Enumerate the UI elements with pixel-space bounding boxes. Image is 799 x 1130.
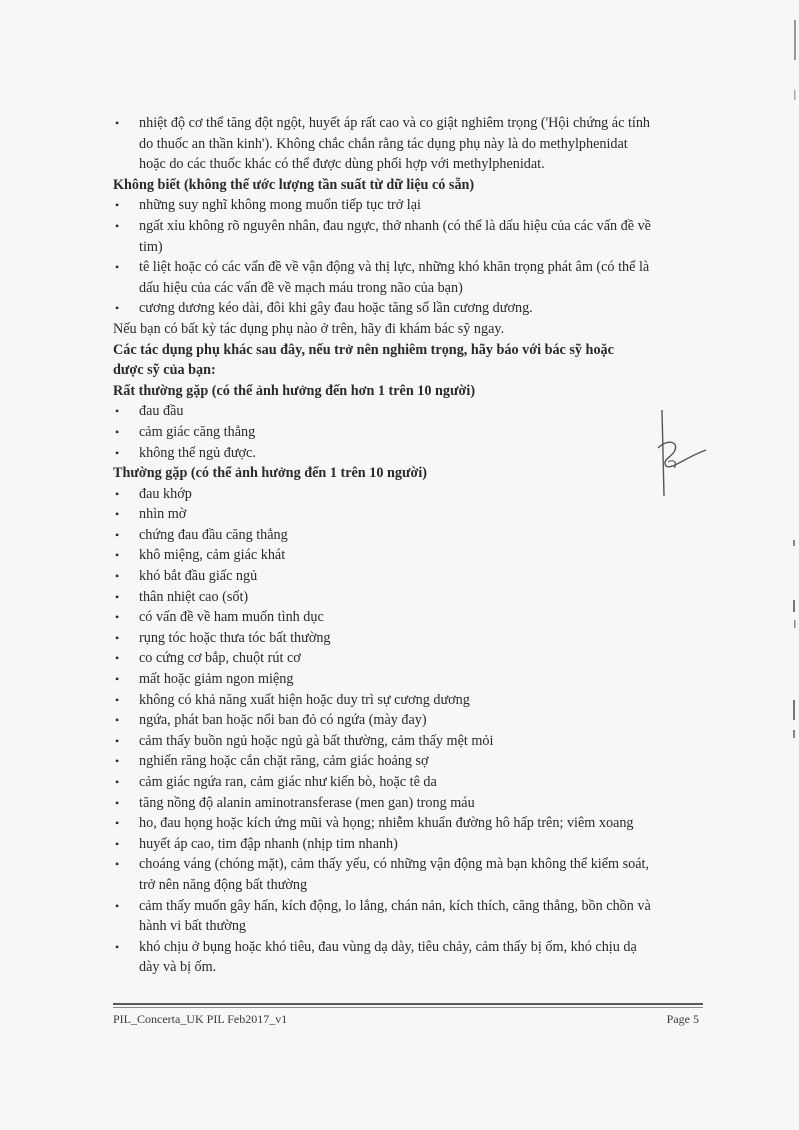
other-effects-heading [113, 340, 703, 381]
list-item [113, 628, 703, 649]
list-item-line: cương dương kéo dài, đôi khi gây đau hoặc tăng số lần cương dương. [139, 300, 533, 317]
list-item-line: dày và bị ốm. [139, 959, 217, 976]
bullet-icon: • [115, 898, 120, 913]
list-item-line: huyết áp cao, tim đập nhanh (nhịp tim nhanh) [139, 835, 398, 852]
list-item-line: đau đầu [139, 403, 184, 420]
list-item [113, 669, 703, 690]
bullet-icon: • [115, 569, 120, 584]
list-item [113, 195, 703, 216]
unknown-frequency-heading: Không biết (không thể ước lượng tần suất từ dữ liệu có sẵn) [113, 176, 475, 193]
list-item [113, 504, 703, 525]
list-item [113, 854, 703, 895]
list-item [113, 793, 703, 814]
list-item [113, 834, 703, 855]
bullet-icon: • [115, 857, 120, 872]
list-item [113, 813, 703, 834]
bullet-icon: • [115, 507, 120, 522]
footer-page-number: Page 5 [666, 1012, 699, 1026]
bullet-icon: • [115, 651, 120, 666]
list-item [113, 937, 703, 978]
list-item-line: cảm giác ngứa ran, cảm giác như kiến bò, hoặc tê da [139, 774, 437, 790]
list-item-line: tim) [139, 238, 163, 255]
list-item [113, 896, 703, 937]
list-item [113, 113, 703, 175]
list-item [113, 731, 703, 752]
bullet-icon: • [115, 754, 120, 769]
list-item [113, 690, 703, 711]
bullet-icon: • [115, 795, 120, 810]
bullet-icon: • [115, 939, 120, 954]
list-item-line: cảm giác căng thẳng [139, 423, 256, 440]
bullet-icon: • [115, 610, 120, 625]
list-item [113, 587, 703, 608]
bullet-icon: • [115, 260, 120, 275]
bullet-icon: • [115, 630, 120, 645]
list-item-line: chứng đau đầu căng thẳng [139, 526, 288, 543]
bullet-icon: • [115, 301, 120, 316]
list-item [113, 545, 703, 566]
heading-line: dược sỹ của bạn: [113, 362, 216, 379]
list-item-line: nhiệt độ cơ thể tăng đột ngột, huyết áp rất cao và co giật nghiêm trọng ('Hội chứng ác tính [139, 115, 651, 131]
page-content [113, 113, 703, 978]
bullet-icon: • [115, 672, 120, 687]
list-item [113, 298, 703, 319]
list-item-line: những suy nghĩ không mong muốn tiếp tục trở lại [139, 197, 421, 214]
list-item-line: rụng tóc hoặc thưa tóc bất thường [139, 629, 331, 646]
unknown-frequency-list [113, 195, 703, 319]
common-heading: Thường gặp (có thể ảnh hưởng đến 1 trên 10 người) [113, 465, 427, 482]
bullet-icon: • [115, 198, 120, 213]
list-item-line: nhìn mờ [139, 506, 187, 523]
list-item-line: khô miệng, cảm giác khát [139, 547, 286, 564]
list-item [113, 751, 703, 772]
list-item [113, 257, 703, 298]
scan-edge-marks [769, 0, 799, 1130]
list-item-line: cảm thấy muốn gây hấn, kích động, lo lắng, chán nản, kích thích, căng thẳng, bồn chồn và [139, 897, 651, 914]
bullet-icon: • [115, 486, 120, 501]
list-item-line: mất hoặc giảm ngon miệng [139, 671, 294, 688]
very-common-heading: Rất thường gặp (có thể ảnh hưởng đến hơn 1 trên 10 người) [113, 382, 476, 399]
list-item [113, 443, 703, 464]
list-item-line: choáng váng (chóng mặt), cảm thấy yếu, có những vận động mà bạn không thể kiểm soát, [139, 856, 650, 873]
bullet-icon: • [115, 713, 120, 728]
bullet-icon: • [115, 589, 120, 604]
bullet-icon: • [115, 775, 120, 789]
very-common-list [113, 401, 703, 463]
intro-bullet-list [113, 113, 703, 175]
bullet-icon: • [115, 692, 120, 707]
list-item [113, 607, 703, 628]
list-item-line: ho, đau họng hoặc kích ứng mũi và họng; nhiễm khuẩn đường hô hấp trên; viêm xoang [139, 815, 634, 832]
bullet-icon: • [115, 527, 120, 542]
list-item-line: nghiến răng hoặc cắn chặt răng, cảm giác hoảng sợ [139, 753, 429, 770]
list-item-line: khó bắt đầu giấc ngủ [139, 568, 258, 585]
see-doctor-note: Nếu bạn có bất kỳ tác dụng phụ nào ở trên, hãy đi khám bác sỹ ngay. [113, 320, 505, 337]
list-item-line: đau khớp [139, 485, 192, 502]
list-item-line: hoặc do các thuốc khác có thể được dùng phối hợp với methylphenidat. [139, 156, 545, 173]
list-item [113, 422, 703, 443]
list-item-line: co cứng cơ bắp, chuột rút cơ [139, 650, 301, 667]
bullet-icon: • [115, 836, 120, 851]
bullet-icon: • [115, 218, 120, 233]
bullet-icon: • [115, 733, 120, 748]
list-item-line: không có khả năng xuất hiện hoặc duy trì sự cương dương [139, 691, 470, 708]
list-item-line: ngứa, phát ban hoặc nổi ban đỏ có ngứa (mày đay) [139, 712, 427, 729]
bullet-icon: • [115, 424, 120, 439]
list-item-line: tăng nồng độ alanin aminotransferase (men gan) trong máu [139, 794, 475, 811]
list-item-line: không thể ngủ được. [139, 444, 256, 461]
list-item-line: dấu hiệu của các vấn đề về mạch máu trong não của bạn) [139, 279, 463, 296]
list-item-line: khó chịu ở bụng hoặc khó tiêu, đau vùng dạ dày, tiêu chảy, cảm thấy bị ốm, khó chịu dạ [139, 938, 637, 955]
common-list [113, 484, 703, 978]
bullet-icon: • [115, 404, 120, 419]
list-item-line: có vấn đề về ham muốn tình dục [139, 609, 324, 626]
bullet-icon: • [115, 816, 120, 831]
list-item-line: cảm thấy buồn ngủ hoặc ngủ gà bất thường, cảm thấy mệt mỏi [139, 732, 494, 749]
list-item [113, 710, 703, 731]
footer-rule [113, 1003, 703, 1005]
list-item-line: ngất xỉu không rõ nguyên nhân, đau ngực, thở nhanh (có thể là dấu hiệu của các vấn đề về [139, 217, 651, 234]
list-item [113, 216, 703, 257]
footer-document-id: PIL_Concerta_UK PIL Feb2017_v1 [113, 1012, 288, 1026]
bullet-icon: • [115, 116, 120, 130]
bullet-icon: • [115, 445, 120, 460]
list-item-line: thân nhiệt cao (sốt) [139, 588, 249, 605]
footer-rule-thin [113, 1007, 703, 1008]
list-item [113, 484, 703, 505]
list-item [113, 566, 703, 587]
heading-line: Các tác dụng phụ khác sau đây, nếu trở nên nghiêm trọng, hãy báo với bác sỹ hoặc [113, 341, 614, 358]
list-item [113, 648, 703, 669]
bullet-icon: • [115, 548, 120, 563]
list-item [113, 772, 703, 793]
list-item [113, 401, 703, 422]
signature-mark [640, 408, 710, 498]
list-item-line: hành vi bất thường [139, 918, 247, 935]
list-item-line: do thuốc an thần kinh'). Không chắc chắn rằng tác dụng phụ này là do methylphenidat [139, 135, 628, 152]
list-item-line: tê liệt hoặc có các vấn đề về vận động và thị lực, những khó khăn trọng phát âm (có thể là [139, 259, 650, 276]
list-item-line: trở nên năng động bất thường [139, 876, 308, 893]
list-item [113, 525, 703, 546]
